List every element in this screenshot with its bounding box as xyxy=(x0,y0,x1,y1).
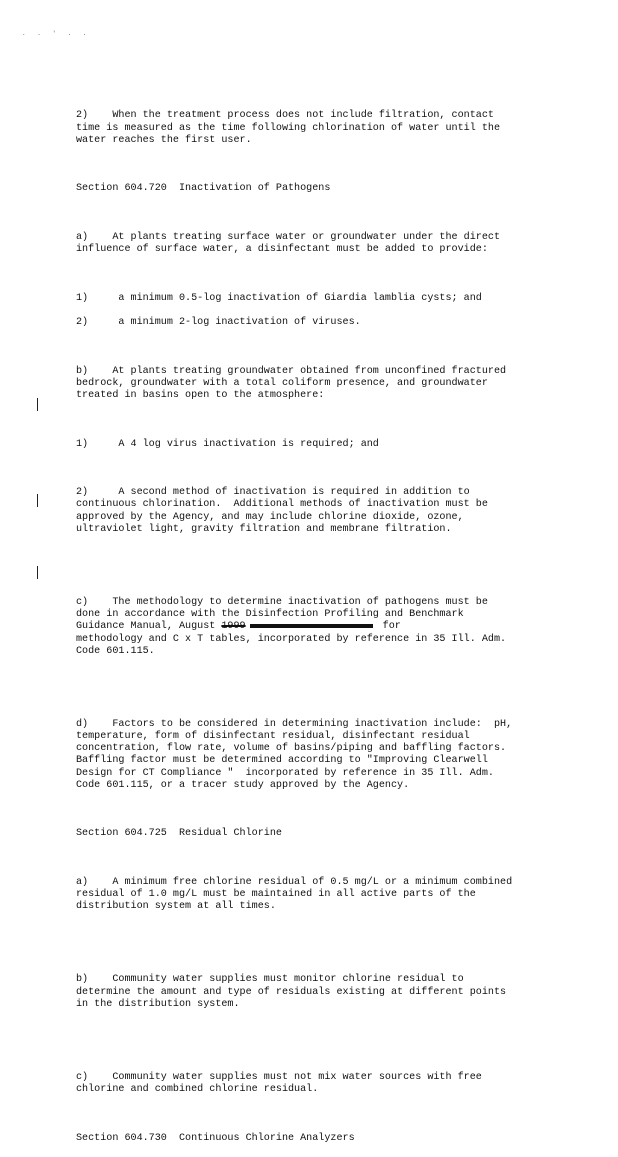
paragraph-720-a xyxy=(76,208,556,281)
struck-text: 1999 xyxy=(221,621,246,633)
text-line: time is measured as the time following chlorination of water until the xyxy=(76,122,501,134)
text-line: 2) When the treatment process does not include filtration, contact xyxy=(76,110,494,122)
text-line: residual of 1.0 mg/L must be maintained in all active parts of the xyxy=(76,889,476,901)
text-fragment: for xyxy=(376,621,401,633)
text-line: b) At plants treating groundwater obtained from unconfined fractured xyxy=(76,365,507,377)
text-line: a) At plants treating surface water or groundwater under the direct xyxy=(76,232,501,244)
text-line: in the distribution system. xyxy=(76,998,240,1010)
revision-change-bar xyxy=(37,566,38,579)
paragraph-725-c xyxy=(76,1047,556,1120)
text-line: determine the amount and type of residuals existing at different points xyxy=(76,986,507,998)
text-line: methodology and C x T tables, incorporated by reference in 35 Ill. Adm. xyxy=(76,633,507,645)
text-line: done in accordance with the Disinfection Profiling and Benchmark xyxy=(76,609,464,621)
text-line: water reaches the first user. xyxy=(76,134,252,146)
text-line: bedrock, groundwater with a total coliform presence, and groundwater xyxy=(76,377,488,389)
text-fragment: Guidance Manual, August xyxy=(76,621,222,633)
paragraph-720-c xyxy=(76,573,556,683)
text-line: 2) A second method of inactivation is required in addition to xyxy=(76,487,470,499)
text-line: d) Factors to be considered in determining inactivation include: pH, xyxy=(76,718,513,730)
section-heading-604-725: Section 604.725 Residual Chlorine xyxy=(76,828,282,840)
section-heading-604-730: Section 604.730 Continuous Chlorine Analyzers xyxy=(76,1132,355,1144)
section-heading-604-720: Section 604.720 Inactivation of Pathogens xyxy=(76,183,331,195)
text-line: distribution system at all times. xyxy=(76,901,276,913)
text-line xyxy=(76,621,556,633)
text-line: concentration, flow rate, volume of basins/piping and baffling factors. xyxy=(76,743,507,755)
text-line: temperature, form of disinfectant residual, disinfectant residual xyxy=(76,730,470,742)
paragraph-720-a-1: 1) a minimum 0.5-log inactivation of Giardia lamblia cysts; and xyxy=(76,292,482,304)
strikethrough-deletion-bar xyxy=(250,624,373,628)
document-body xyxy=(76,86,556,1157)
text-line: treated in basins open to the atmosphere: xyxy=(76,390,325,402)
paragraph-720-d xyxy=(76,694,556,816)
revision-change-bar xyxy=(37,398,38,411)
revision-change-bar xyxy=(37,494,38,507)
text-line: Design for CT Compliance " incorporated by reference in 35 Ill. Adm. xyxy=(76,767,494,779)
paragraph-725-b xyxy=(76,950,556,1035)
paragraph-720-a-2: 2) a minimum 2-log inactivation of viruses. xyxy=(76,317,361,329)
text-line: Code 601.115, or a tracer study approved by the Agency. xyxy=(76,779,410,791)
text-line: c) The methodology to determine inactivation of pathogens must be xyxy=(76,596,488,608)
scan-artifact-marks: . . ' . . xyxy=(22,30,91,37)
text-line: continuous chlorination. Additional methods of inactivation must be xyxy=(76,499,488,511)
text-line: Baffling factor must be determined according to "Improving Clearwell xyxy=(76,755,488,767)
paragraph-720-b xyxy=(76,341,556,426)
paragraph-720-b-1: 1) A 4 log virus inactivation is required; and xyxy=(76,438,379,450)
text-line: b) Community water supplies must monitor chlorine residual to xyxy=(76,974,464,986)
text-line: a) A minimum free chlorine residual of 0.5 mg/L or a minimum combined xyxy=(76,876,513,888)
paragraph-contact-time xyxy=(76,86,556,171)
paragraph-720-b-2 xyxy=(76,463,556,561)
text-line: c) Community water supplies must not mix water sources with free xyxy=(76,1071,482,1083)
text-line: Code 601.115. xyxy=(76,645,155,657)
paragraph-725-a xyxy=(76,853,556,938)
text-line: approved by the Agency, and may include chlorine dioxide, ozone, xyxy=(76,511,464,523)
text-line: influence of surface water, a disinfectant must be added to provide: xyxy=(76,244,488,256)
text-line: chlorine and combined chlorine residual. xyxy=(76,1084,319,1096)
text-line: ultraviolet light, gravity filtration and membrane filtration. xyxy=(76,523,452,535)
